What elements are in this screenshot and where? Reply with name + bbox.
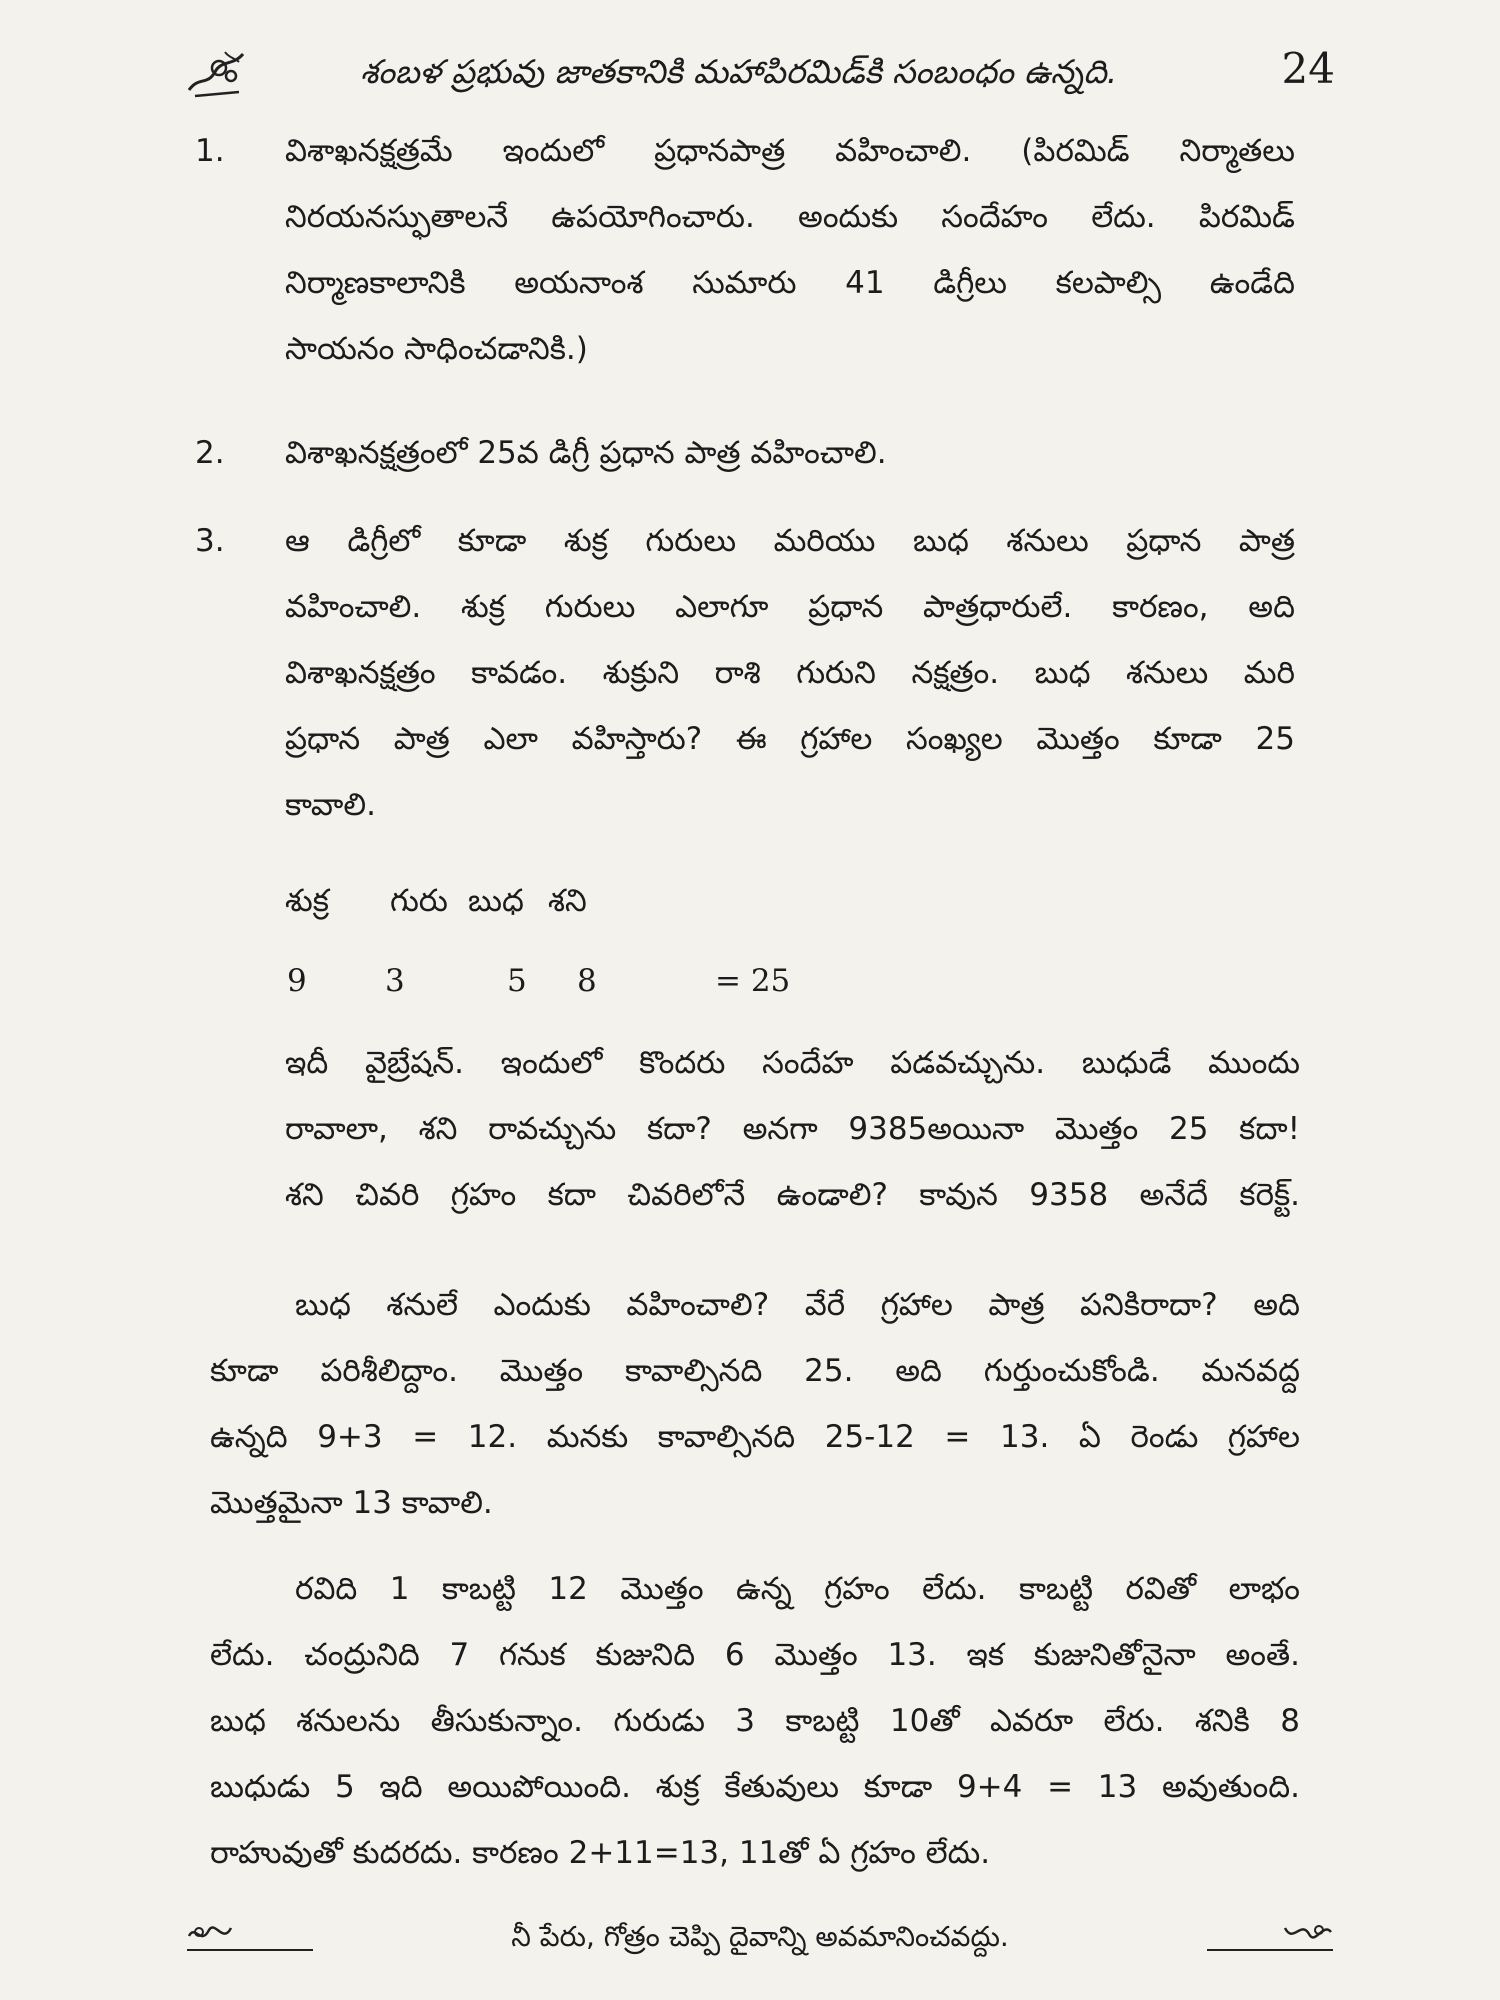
text-line: నిరయనస్ఫుతాలనే ఉపయోగించారు. అందుకు సందేహం లేదు. పిరమిడ్ xyxy=(285,199,1295,235)
item-text xyxy=(285,508,1295,838)
planet-name: శని xyxy=(548,883,587,919)
planet-value: 5 xyxy=(507,963,527,999)
planet-values-row xyxy=(285,948,885,1014)
item-number: 1. xyxy=(195,133,225,169)
text-line: శని చివరి గ్రహం కదా చివరిలోనే ఉండాలి? కావున 9358 అనేదే కరెక్ట్. xyxy=(285,1177,1300,1213)
planet-total: = 25 xyxy=(715,963,791,999)
planet-name: శుక్ర xyxy=(285,883,329,919)
item-text xyxy=(285,420,1295,486)
item-number: 2. xyxy=(195,435,225,471)
text-line: కూడా పరిశీలిద్దాం. మొత్తం కావాల్సినది 25. అది గుర్తుంచుకోండి. మనవద్ద xyxy=(210,1353,1300,1389)
text-line: బుధ శనులే ఎందుకు వహించాలి? వేరే గ్రహాల పాత్ర పనికిరాదా? అది xyxy=(295,1287,1300,1323)
text-line: సాయనం సాధించడానికి.) xyxy=(285,331,588,367)
paragraph xyxy=(210,1556,1300,1886)
text-line: రావాలా, శని రావచ్చును కదా? అనగా 9385అయినా మొత్తం 25 కదా! xyxy=(285,1111,1300,1147)
text-line: ఆ డిగ్రీలో కూడా శుక్ర గురులు మరియు బుధ శనులు ప్రధాన పాత్ర xyxy=(285,523,1295,559)
text-line: ఉన్నది 9+3 = 12. మనకు కావాల్సినది 25-12 = 13. ఏ రెండు గ్రహాల xyxy=(210,1419,1300,1455)
text-line: ఇదీ వైబ్రేషన్. ఇందులో కొందరు సందేహ పడవచ్చును. బుధుడే ముందు xyxy=(285,1045,1300,1081)
text-line: మొత్తమైనా 13 కావాలి. xyxy=(210,1485,493,1521)
text-line: రవిది 1 కాబట్టి 12 మొత్తం ఉన్న గ్రహం లేదు. కాబట్టి రవితో లాభం xyxy=(295,1571,1300,1607)
planet-value: 8 xyxy=(577,963,597,999)
text-line: విశాఖనక్షత్రమే ఇందులో ప్రధానపాత్ర వహించాలి. (పిరమిడ్ నిర్మాతలు xyxy=(285,133,1295,169)
text-line: నిర్మాణకాలానికి అయనాంశ సుమారు 41 డిగ్రీలు కలపాల్సి ఉండేది xyxy=(285,265,1295,301)
page-footer xyxy=(185,1912,1335,1972)
planet-value: 9 xyxy=(287,963,307,999)
text-line: రాహువుతో కుదరదు. కారణం 2+11=13, 11తో ఏ గ్రహం లేదు. xyxy=(210,1835,991,1871)
header-title: శంబళ ప్రభువు జాతకానికి మహాపిరమిడ్‌కి సంబంధం ఉన్నది. xyxy=(360,52,1118,91)
page-header xyxy=(185,40,1335,110)
page-number: 24 xyxy=(1281,44,1335,93)
footer-right-ornament-icon xyxy=(1205,1916,1335,1956)
text-line: కావాలి. xyxy=(285,787,376,823)
text-line: విశాఖనక్షత్రంలో 25వ డిగ్రీ ప్రధాన పాత్ర వహించాలి. xyxy=(285,435,887,471)
footer-text: నీ పేరు, గోత్రం చెప్పి దైవాన్ని అవమానించవద్దు. xyxy=(511,1920,1009,1953)
text-line: ప్రధాన పాత్ర ఎలా వహిస్తారు? ఈ గ్రహాల సంఖ్యల మొత్తం కూడా 25 xyxy=(285,721,1295,757)
planet-value: 3 xyxy=(385,963,405,999)
vibration-paragraph xyxy=(285,1030,1300,1228)
text-line: వహించాలి. శుక్ర గురులు ఎలాగూ ప్రధాన పాత్రధారులే. కారణం, అది xyxy=(285,589,1295,625)
text-line: విశాఖనక్షత్రం కావడం. శుక్రుని రాశి గురుని నక్షత్రం. బుధ శనులు మరి xyxy=(285,655,1295,691)
item-number: 3. xyxy=(195,523,225,559)
planet-name: గురు xyxy=(390,883,448,919)
planet-name: బుధ xyxy=(468,883,524,919)
header-ornament-icon xyxy=(185,46,249,100)
planet-names-row xyxy=(285,868,885,934)
paragraph xyxy=(210,1272,1300,1536)
text-line: లేదు. చంద్రునిది 7 గనుక కుజునిది 6 మొత్తం 13. ఇక కుజునితోనైనా అంతే. xyxy=(210,1637,1300,1673)
item-text xyxy=(285,118,1295,382)
text-line: బుధ శనులను తీసుకున్నాం. గురుడు 3 కాబట్టి 10తో ఎవరూ లేరు. శనికి 8 xyxy=(210,1703,1300,1739)
text-line: బుధుడు 5 ఇది అయిపోయింది. శుక్ర కేతువులు కూడా 9+4 = 13 అవుతుంది. xyxy=(210,1769,1300,1805)
